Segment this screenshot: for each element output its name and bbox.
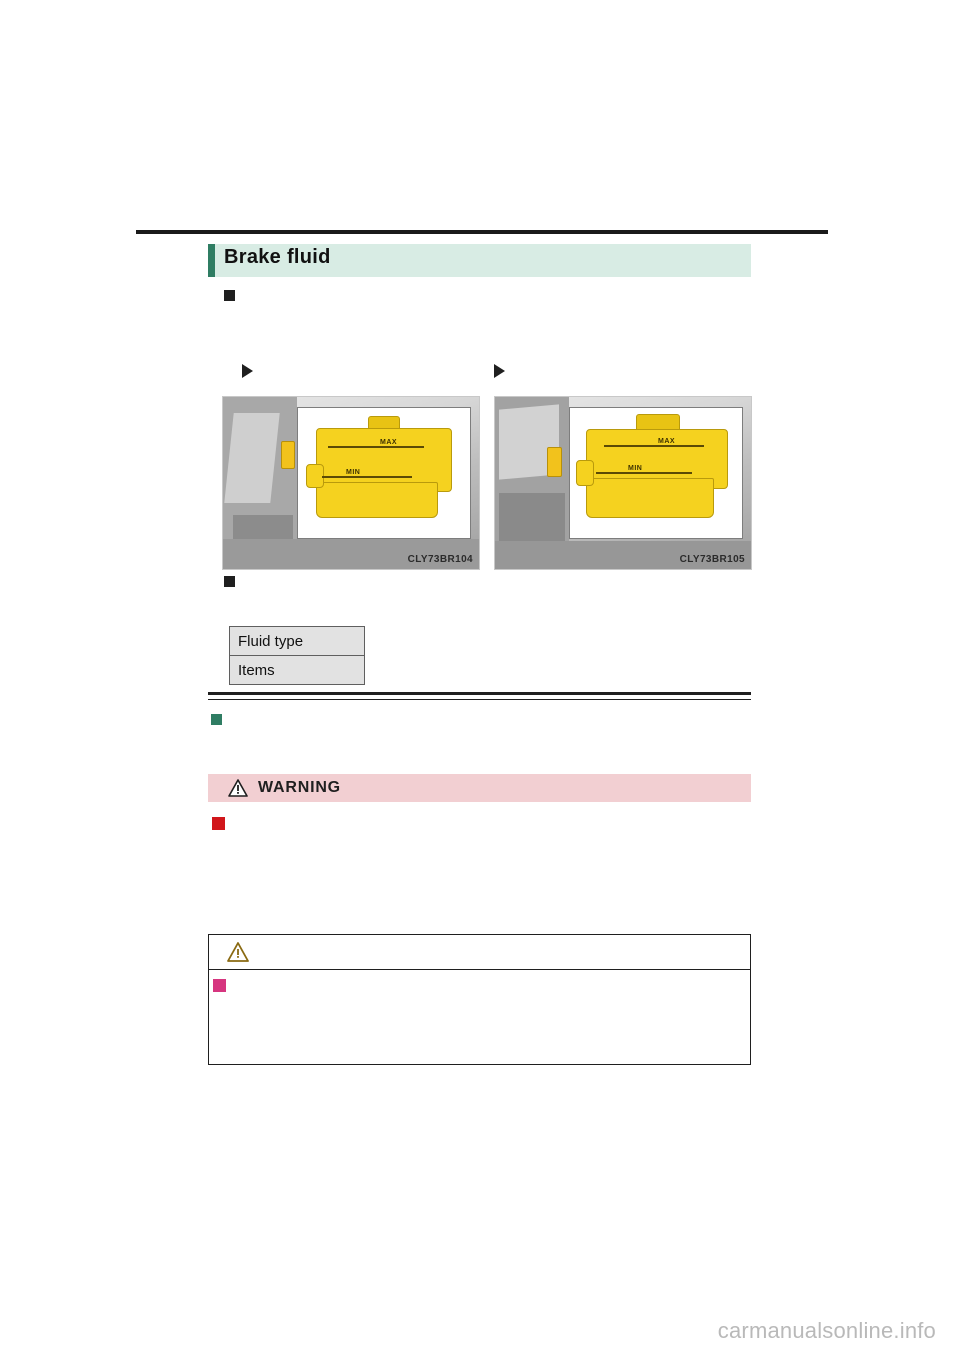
page-top-rule bbox=[136, 230, 828, 234]
section-title-accent bbox=[208, 244, 215, 277]
warning-label: WARNING bbox=[258, 779, 341, 796]
subheading-bullet-checking bbox=[224, 290, 235, 301]
max-level-line-2 bbox=[604, 445, 704, 447]
section-divider-thin bbox=[208, 699, 751, 700]
footer-watermark: carmanualsonline.info bbox=[717, 1318, 936, 1343]
max-level-label-2: MAX bbox=[658, 438, 676, 445]
illustration-brake-fluid-reservoir-left bbox=[222, 396, 480, 570]
warning-item-bullet bbox=[212, 817, 225, 830]
min-level-label: MIN bbox=[346, 469, 361, 476]
min-level-line bbox=[322, 476, 412, 478]
notice-box bbox=[208, 934, 751, 1065]
engine-bay-panel bbox=[224, 413, 279, 503]
callout-panel-right bbox=[569, 407, 743, 539]
page-title: Brake fluid bbox=[224, 246, 331, 268]
min-level-line-2 bbox=[596, 472, 692, 474]
illustration-code-left: CLY73BR104 bbox=[407, 554, 473, 565]
section-divider-thick bbox=[208, 692, 751, 695]
reservoir-side-port-2 bbox=[576, 460, 594, 486]
illustration-code-right: CLY73BR105 bbox=[679, 554, 745, 565]
warning-banner-text-holder bbox=[208, 774, 751, 802]
subheading-bullet-replacement bbox=[211, 714, 222, 725]
table-row bbox=[230, 656, 365, 685]
max-level-label: MAX bbox=[380, 439, 398, 446]
step-marker-2 bbox=[494, 364, 505, 378]
illustration-brake-fluid-reservoir-right bbox=[494, 396, 752, 570]
reservoir-cap-in-bay-2 bbox=[547, 447, 562, 477]
subheading-bullet-fluid bbox=[224, 576, 235, 587]
table-row bbox=[230, 627, 365, 656]
notice-item-bullet bbox=[213, 979, 226, 992]
reservoir-lower-body-2 bbox=[586, 478, 714, 518]
step-marker-1 bbox=[242, 364, 253, 378]
table-cell-items: Items bbox=[230, 656, 365, 685]
reservoir-cap-in-bay bbox=[281, 441, 295, 469]
fluid-spec-table bbox=[229, 626, 365, 685]
table-cell-fluid-type: Fluid type bbox=[230, 627, 365, 656]
min-level-label-2: MIN bbox=[628, 465, 643, 472]
reservoir-lower-body bbox=[316, 482, 438, 518]
notice-box-header bbox=[209, 935, 750, 970]
notice-triangle-icon bbox=[227, 942, 249, 962]
callout-panel-left bbox=[297, 407, 471, 539]
max-level-line bbox=[328, 446, 424, 448]
